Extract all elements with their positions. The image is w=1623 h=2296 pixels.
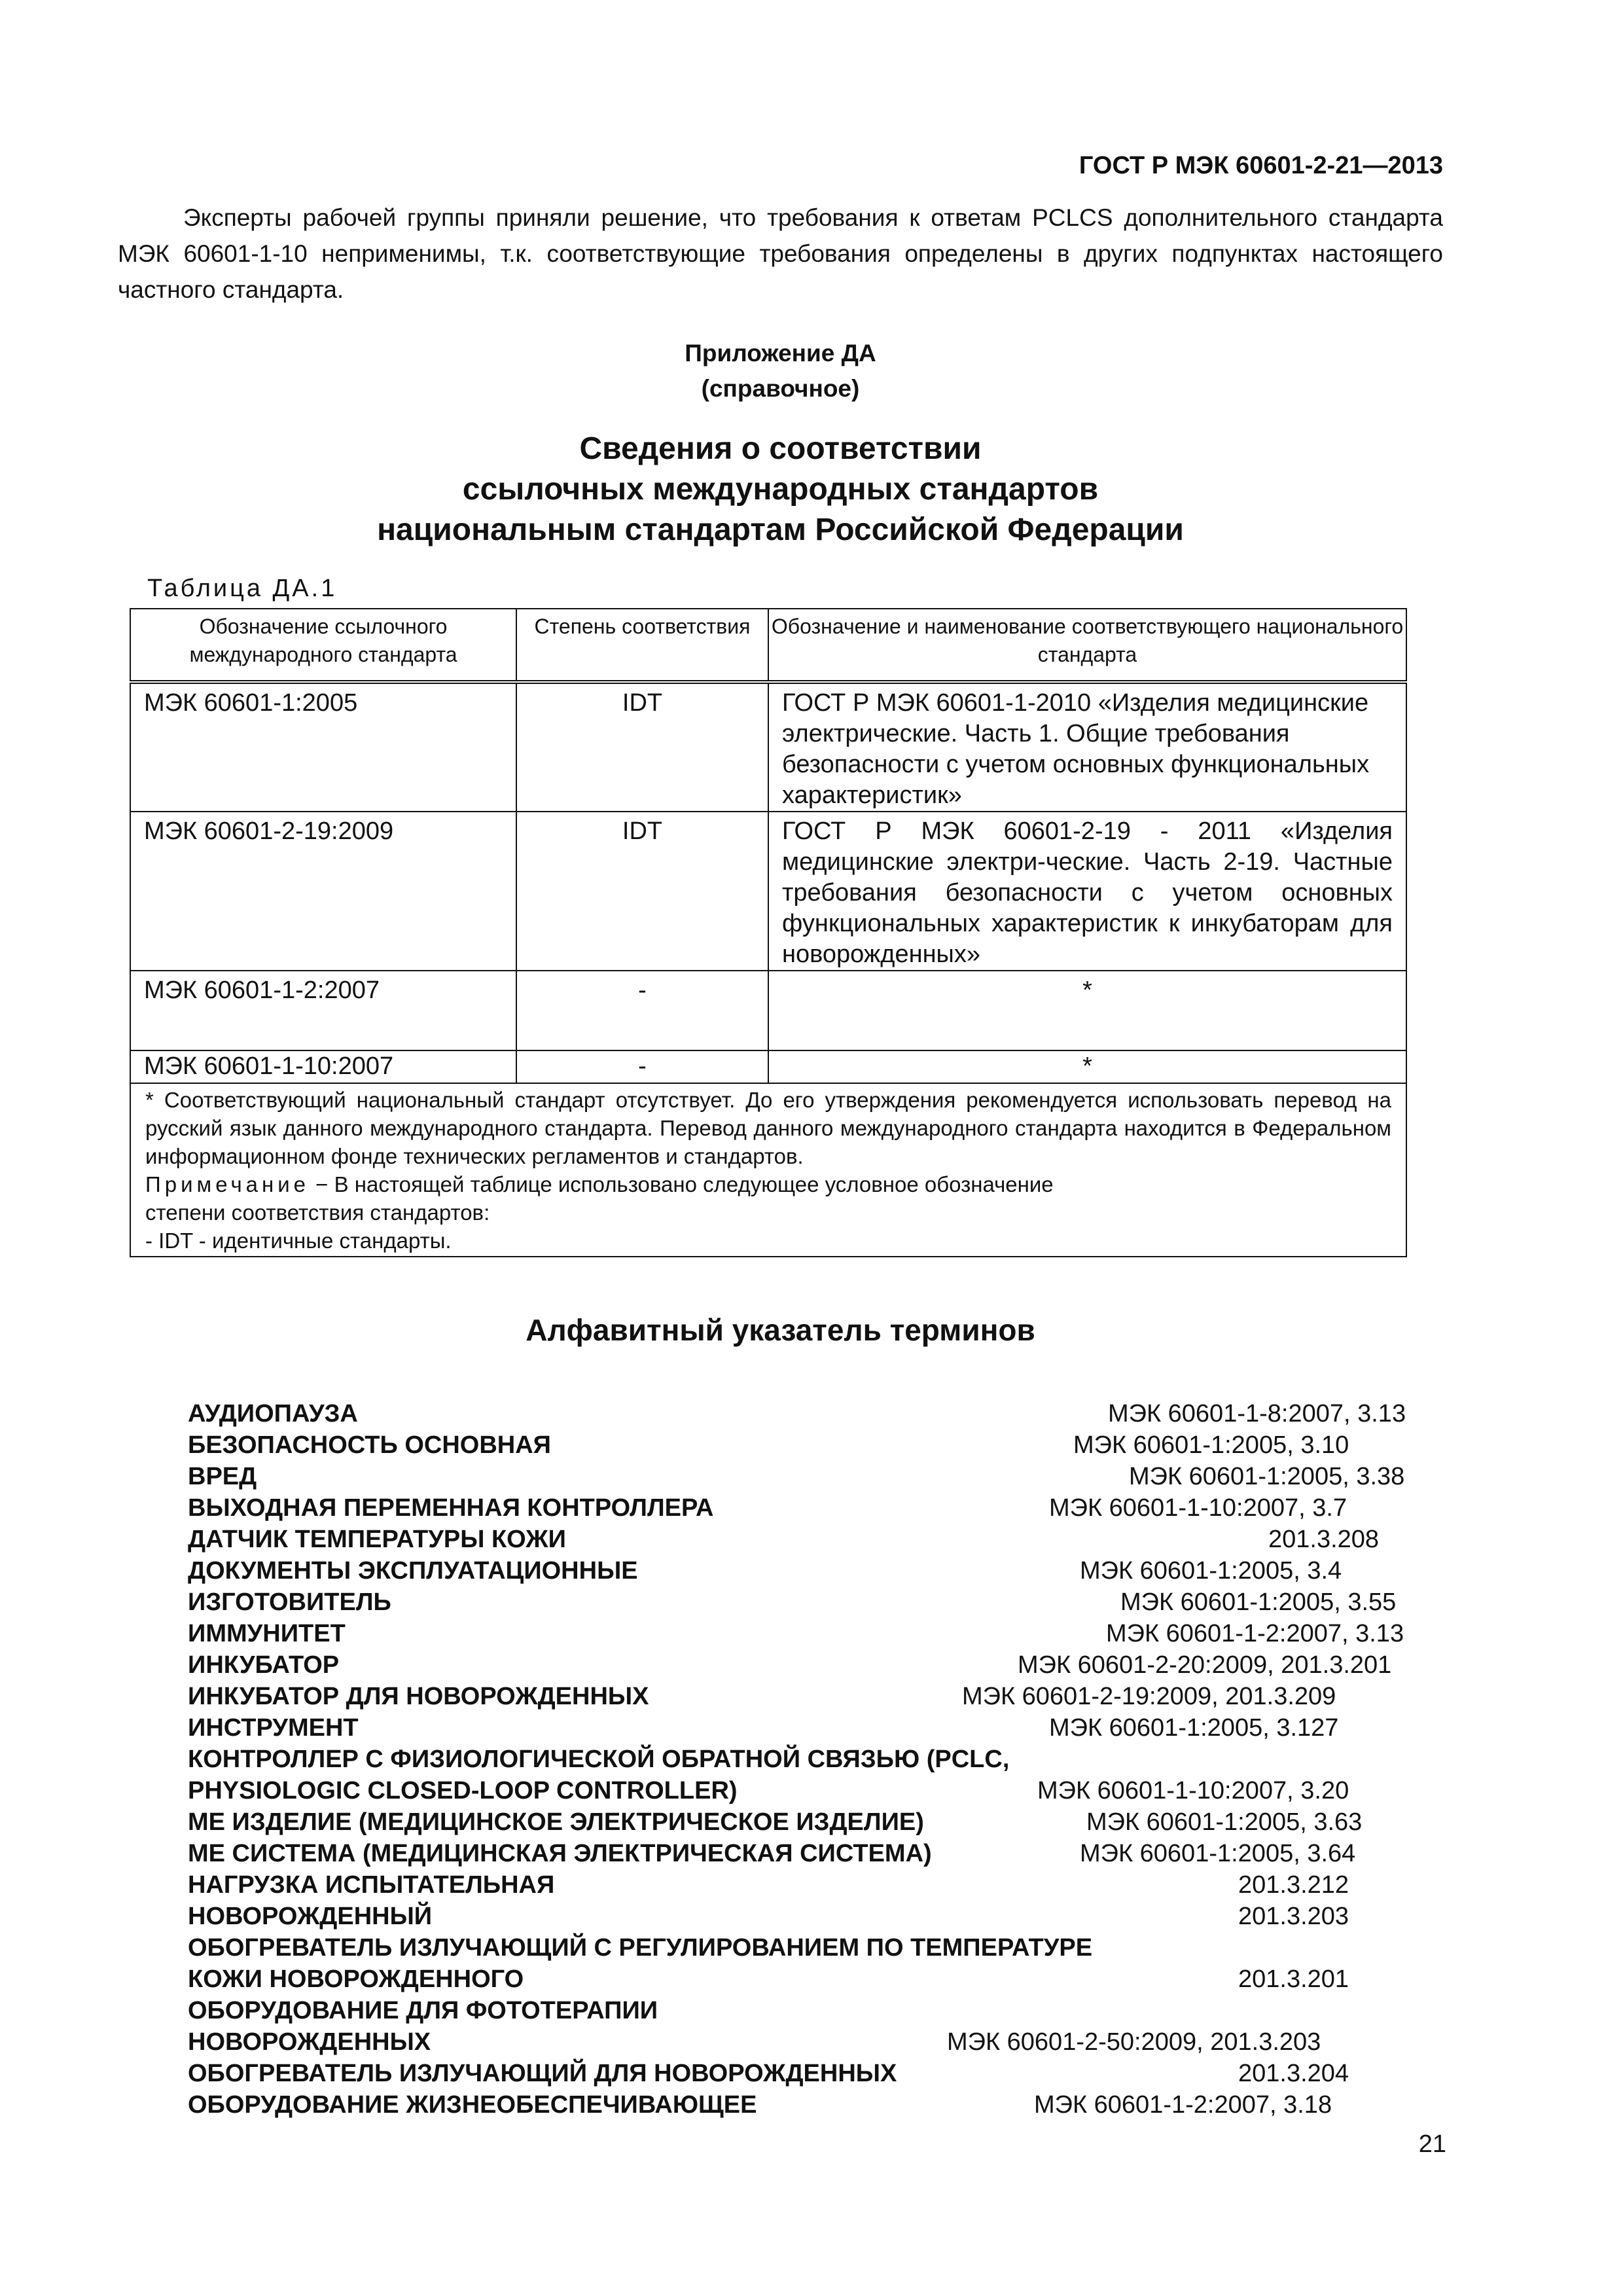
note-line-3: - IDT - идентичные стандарты. <box>145 1229 452 1253</box>
index-term: БЕЗОПАСНОСТЬ ОСНОВНАЯ <box>188 1431 551 1459</box>
index-ref: 201.3.208 <box>1268 1526 1380 1553</box>
index-ref: МЭК 60601-1:2005, 3.55 <box>1120 1588 1397 1616</box>
column-header: Обозначение и наименование соответствующего национального стандарта <box>768 609 1406 682</box>
index-ref: МЭК 60601-1:2005, 3.64 <box>1080 1840 1356 1867</box>
table-notes-row <box>130 1083 1406 1257</box>
table-cell: МЭК 60601-1:2005 <box>130 682 516 812</box>
index-term: МЕ ИЗДЕЛИЕ (МЕДИЦИНСКОЕ ЭЛЕКТРИЧЕСКОЕ ИЗДЕЛИЕ) <box>188 1808 924 1836</box>
index-term: ОБОРУДОВАНИЕ ЖИЗНЕОБЕСПЕЧИВАЮЩЕЕ <box>188 2091 757 2119</box>
table-header-row <box>130 609 1406 682</box>
index-ref: МЭК 60601-1-2:2007, 3.18 <box>1034 2091 1332 2119</box>
column-header: Обозначение ссылочного международного стандарта <box>130 609 516 682</box>
note-line-2: степени соответствия стандартов: <box>145 1200 490 1225</box>
index-term: ОБОГРЕВАТЕЛЬ ИЗЛУЧАЮЩИЙ С РЕГУЛИРОВАНИЕМ ПО ТЕМПЕРАТУРЕ <box>188 1934 1093 1962</box>
index-term: КОНТРОЛЛЕР С ФИЗИОЛОГИЧЕСКОЙ ОБРАТНОЙ СВЯЗЬЮ (PCLC, <box>188 1746 1010 1773</box>
index-ref: МЭК 60601-1:2005, 3.38 <box>1129 1463 1405 1490</box>
note-text: − В настоящей таблице использовано следующее условное обозначение <box>310 1172 1054 1196</box>
table-caption: Таблица ДА.1 <box>147 575 338 602</box>
correspondence-table <box>130 608 1407 1257</box>
index-ref: МЭК 60601-2-20:2009, 201.3.201 <box>1018 1651 1392 1679</box>
index-ref: МЭК 60601-1-10:2007, 3.20 <box>1037 1777 1349 1804</box>
index-term: ИНСТРУМЕНТ <box>188 1714 359 1742</box>
index-ref: МЭК 60601-1-10:2007, 3.7 <box>1049 1494 1347 1522</box>
index-term: НОВОРОЖДЕННЫЙ <box>188 1903 433 1930</box>
index-ref: МЭК 60601-1:2005, 3.4 <box>1080 1557 1342 1585</box>
index-term: АУДИОПАУЗА <box>188 1400 358 1427</box>
index-term: ИММУНИТЕТ <box>188 1620 346 1647</box>
table-footnote: * Соответствующий национальный стандарт отсутствует. До его утверждения рекомендуется использовать перевод на русский язык данного международного стандарта. Перевод данного международного стандарта находится в Федеральном информационном фонде технических регламентов и стандартов. <box>145 1088 1391 1168</box>
table-row <box>130 971 1406 1050</box>
index-ref: МЭК 60601-2-19:2009, 201.3.209 <box>962 1683 1336 1710</box>
index-term: PHYSIOLOGIC CLOSED-LOOP CONTROLLER) <box>188 1777 738 1804</box>
note-label: Примечание <box>145 1172 310 1196</box>
table-cell: IDT <box>516 682 768 812</box>
index-term: КОЖИ НОВОРОЖДЕННОГО <box>188 1965 524 1993</box>
annex-title-block <box>118 336 1443 406</box>
heading-line-1: Сведения о соответствии <box>579 431 982 466</box>
index-term: НАГРУЗКА ИСПЫТАТЕЛЬНАЯ <box>188 1871 555 1899</box>
table-row <box>130 812 1406 971</box>
annex-title: Приложение ДА <box>685 340 876 367</box>
table-note <box>145 1170 1391 1198</box>
index-ref: МЭК 60601-1:2005, 3.63 <box>1086 1808 1363 1836</box>
table-cell: - <box>516 971 768 1050</box>
index-ref: 201.3.201 <box>1238 1965 1349 1993</box>
column-header: Степень соответствия <box>516 609 768 682</box>
index-term: ИНКУБАТОР <box>188 1651 340 1679</box>
document-code-header: ГОСТ Р МЭК 60601-2-21—2013 <box>1079 152 1443 179</box>
intro-paragraph: Эксперты рабочей группы приняли решение, что требования к ответам PCLCS дополнительного стандарта МЭК 60601-1-10 неприменимы, т.к. соответствующие требования определены в других подпунктах настоящего частного стандарта. <box>118 204 1443 303</box>
table-notes-cell <box>130 1083 1406 1257</box>
index-term: МЕ СИСТЕМА (МЕДИЦИНСКАЯ ЭЛЕКТРИЧЕСКАЯ СИСТЕМА) <box>188 1840 932 1867</box>
table-cell: МЭК 60601-1-2:2007 <box>130 971 516 1050</box>
heading-line-2: ссылочных международных стандартов <box>462 472 1099 507</box>
page-number: 21 <box>1418 2130 1446 2158</box>
section-heading <box>118 429 1443 550</box>
index-term: ИЗГОТОВИТЕЛЬ <box>188 1588 391 1616</box>
index-term: ДАТЧИК ТЕМПЕРАТУРЫ КОЖИ <box>188 1526 566 1553</box>
index-term: ВРЕД <box>188 1463 257 1490</box>
annex-subtitle: (справочное) <box>701 375 860 402</box>
table-cell: ГОСТ Р МЭК 60601-1-2010 «Изделия медицинские электрические. Часть 1. Общие требования безопасности с учетом основных функциональных характеристик» <box>768 682 1406 812</box>
table-cell: * <box>768 1050 1406 1083</box>
table-row <box>130 682 1406 812</box>
index-ref: 201.3.204 <box>1238 2060 1349 2087</box>
index-term: ОБОГРЕВАТЕЛЬ ИЗЛУЧАЮЩИЙ ДЛЯ НОВОРОЖДЕННЫХ <box>188 2060 897 2087</box>
index-title: Алфавитный указатель терминов <box>526 1313 1035 1347</box>
heading-line-3: национальным стандартам Российской Федерации <box>377 512 1184 547</box>
table-cell: IDT <box>516 812 768 971</box>
table-cell: МЭК 60601-1-10:2007 <box>130 1050 516 1083</box>
index-ref: 201.3.203 <box>1238 1903 1349 1930</box>
index-term: ОБОРУДОВАНИЕ ДЛЯ ФОТОТЕРАПИИ <box>188 1997 658 2024</box>
index-ref: МЭК 60601-2-50:2009, 201.3.203 <box>947 2028 1321 2056</box>
index-term: ДОКУМЕНТЫ ЭКСПЛУАТАЦИОННЫЕ <box>188 1557 638 1585</box>
table-cell: - <box>516 1050 768 1083</box>
index-ref: МЭК 60601-1:2005, 3.10 <box>1073 1431 1349 1459</box>
table-cell: * <box>768 971 1406 1050</box>
index-term: ВЫХОДНАЯ ПЕРЕМЕННАЯ КОНТРОЛЛЕРА <box>188 1494 714 1522</box>
table-cell: ГОСТ Р МЭК 60601-2-19 - 2011 «Изделия медицинские электри-ческие. Часть 2-19. Частные требования безопасности с учетом основных функциональных характеристик к инкубаторам для новорожденных» <box>768 812 1406 971</box>
index-term: НОВОРОЖДЕННЫХ <box>188 2028 431 2056</box>
table-row <box>130 1050 1406 1083</box>
index-ref: МЭК 60601-1-2:2007, 3.13 <box>1106 1620 1404 1647</box>
index-ref: МЭК 60601-1:2005, 3.127 <box>1049 1714 1339 1742</box>
index-ref: 201.3.212 <box>1238 1871 1349 1899</box>
table-cell: МЭК 60601-2-19:2009 <box>130 812 516 971</box>
index-ref: МЭК 60601-1-8:2007, 3.13 <box>1108 1400 1406 1427</box>
index-term: ИНКУБАТОР ДЛЯ НОВОРОЖДЕННЫХ <box>188 1683 649 1710</box>
